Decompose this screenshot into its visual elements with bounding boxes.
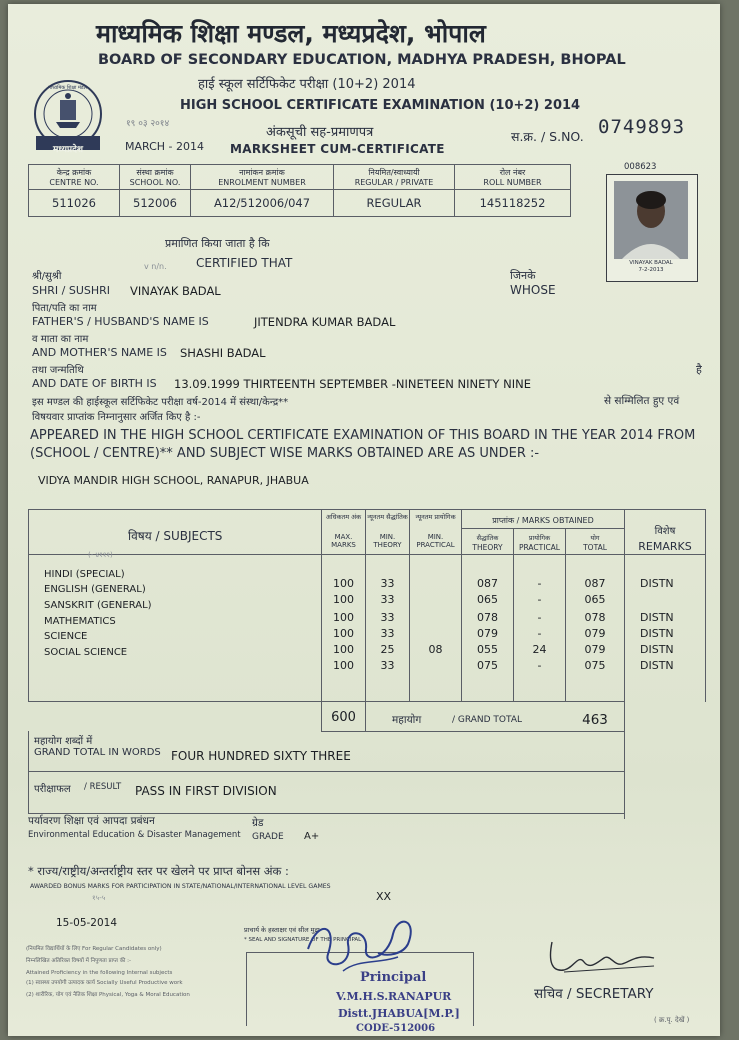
subject-remark: DISTN: [640, 659, 674, 672]
mark-theory: 087: [477, 577, 498, 590]
subject-remark: DISTN: [640, 577, 674, 590]
father-name: JITENDRA KUMAR BADAL: [254, 315, 396, 329]
enrolment-header: ENROLMENT NUMBER: [218, 178, 306, 187]
mark-min-th: 33: [380, 577, 395, 590]
grand-total-words: FOUR HUNDRED SIXTY THREE: [171, 749, 351, 763]
mother-label-hindi: व माता का नाम: [32, 334, 89, 345]
max-header: MAX. MARKS: [331, 533, 356, 549]
stamp-district: Distt.JHABUA[M.P.]: [338, 1007, 460, 1020]
hai-hindi: है: [696, 363, 702, 376]
seal-label-hindi: प्राचार्य के हस्ताक्षर एवं सील मुद्रा: [244, 926, 320, 934]
subject-name: MATHEMATICS: [44, 616, 116, 627]
marksheet-title-english: MARKSHEET CUM-CERTIFICATE: [230, 142, 445, 156]
grade-label-hindi: ग्रेड: [252, 817, 264, 829]
student-photo-icon: [614, 181, 688, 259]
fine-print-1: (नियमित विद्यार्थियों के लिए For Regular Candidates only): [26, 946, 162, 952]
certify-english: CERTIFIED THAT: [196, 256, 293, 270]
theory-header: THEORY: [472, 543, 503, 552]
mark-practical: -: [537, 627, 542, 640]
min-theory-header: MIN. THEORY: [373, 533, 402, 549]
mark-practical: -: [537, 659, 542, 672]
corner-note: ( क्र.पृ. देखें ): [654, 1016, 690, 1024]
mother-name: SHASHI BADAL: [180, 346, 266, 360]
school-number: 512006: [120, 190, 191, 217]
bonus-label: AWARDED BONUS MARKS FOR PARTICIPATION IN STATE/NATIONAL/INTERNATIONAL LEVEL GAMES: [30, 883, 331, 890]
mark-practical: -: [537, 593, 542, 606]
mark-total: 079: [584, 643, 606, 656]
total-header-hindi: योग: [590, 534, 600, 542]
fine-print-3: Attained Proficiency in the following Internal subjects: [26, 970, 173, 976]
board-title-hindi: माध्यमिक शिक्षा मण्डल, मध्यप्रदेश, भोपाल: [96, 19, 486, 48]
stamp-principal: Principal: [360, 970, 427, 985]
father-label-hindi: पिता/पति का नाम: [32, 303, 97, 314]
mark-min-th: 33: [380, 611, 395, 624]
roll-number: 145118252: [455, 190, 571, 217]
seal-label: * SEAL AND SIGNATURE OF THE PRINCIPAL: [244, 937, 362, 943]
min-practical-header-hindi: न्यूनतम प्रायोगिक: [415, 513, 456, 521]
marksheet-document: [8, 4, 720, 1036]
exam-month: MARCH - 2014: [125, 140, 205, 153]
min-theory-header-hindi: न्यूनतम सैद्धांतिक: [367, 513, 408, 521]
certify-scribble: v n/n.: [144, 262, 167, 271]
father-label: FATHER'S / HUSBAND'S NAME IS: [32, 315, 209, 328]
enrolment-header-hindi: नामांकन क्रमांक: [239, 168, 285, 177]
grand-total-value: 463: [582, 712, 608, 728]
fine-print-4: (1) स्वास्थ्य उपयोगी उत्पादक कार्य Socially Useful Productive work: [26, 980, 183, 986]
certify-hindi: प्रमाणित किया जाता है कि: [165, 237, 270, 250]
date-of-birth: 13.09.1999 THIRTEENTH SEPTEMBER -NINETEEN NINETY NINE: [174, 377, 531, 391]
max-header-hindi: अधिकतम अंक: [325, 513, 362, 521]
mark-min-th: 33: [380, 593, 395, 606]
mark-practical: -: [537, 611, 542, 624]
total-header: TOTAL: [583, 543, 607, 552]
whose-english: WHOSE: [510, 283, 556, 297]
words-label-hindi: महायोग शब्दों में: [34, 736, 93, 747]
mark-max: 100: [333, 627, 354, 640]
subject-name: SOCIAL SCIENCE: [44, 647, 128, 658]
identity-table: [28, 164, 571, 217]
principal-signature-icon: [298, 909, 428, 979]
school-name: VIDYA MANDIR HIGH SCHOOL, RANAPUR, JHABUA: [38, 474, 309, 487]
exam-title-hindi: हाई स्कूल सर्टिफिकेट परीक्षा (10+2) 2014: [198, 77, 416, 92]
subject-name: ENGLISH (GENERAL): [44, 584, 146, 595]
mark-min-th: 33: [380, 627, 395, 640]
stamp-school: V.M.H.S.RANAPUR: [336, 990, 452, 1003]
mark-total: 087: [584, 577, 606, 590]
subject-name: SANSKRIT (GENERAL): [44, 600, 152, 611]
mark-max: 100: [333, 611, 354, 624]
bonus-label-hindi: * राज्य/राष्ट्रीय/अन्तर्राष्ट्रीय स्तर पर खेलने पर प्राप्त बोनस अंक :: [28, 864, 289, 878]
dob-label: AND DATE OF BIRTH IS: [32, 377, 157, 390]
grade-label: GRADE: [252, 832, 284, 842]
roll-header: ROLL NUMBER: [483, 178, 542, 187]
env-label-hindi: पर्यावरण शिक्षा एवं आपदा प्रबंधन: [28, 815, 155, 827]
name-label: SHRI / SUSHRI: [32, 284, 111, 297]
subject-remark: DISTN: [640, 643, 674, 656]
statement-english-2: (SCHOOL / CENTRE)** AND SUBJECT WISE MARKS OBTAINED ARE AS UNDER :-: [30, 446, 540, 461]
mark-total: 065: [584, 593, 606, 606]
serial-number: 0749893: [598, 116, 686, 138]
fine-print-5: (2) शारीरिक, योग एवं नैतिक शिक्षा Physical, Yoga & Moral Education: [26, 992, 190, 998]
mark-max: 100: [333, 593, 354, 606]
roll-header-hindi: रोल नंबर: [499, 168, 526, 177]
mark-min-th: 33: [380, 659, 395, 672]
max-marks-total: 600: [331, 710, 356, 725]
mark-practical: -: [537, 577, 542, 590]
photo-number: 008623: [624, 162, 657, 172]
grade-value: A+: [304, 831, 320, 842]
grand-total-label: / GRAND TOTAL: [452, 715, 522, 725]
mark-practical: 24: [532, 643, 547, 656]
mark-theory: 075: [477, 659, 498, 672]
centre-header-hindi: केन्द्र क्रमांक: [56, 168, 92, 177]
school-header: SCHOOL NO.: [129, 178, 181, 187]
exam-title-english: HIGH SCHOOL CERTIFICATE EXAMINATION (10+2) 2014: [180, 98, 581, 113]
mark-total: 078: [584, 611, 606, 624]
subject-name: SCIENCE: [44, 631, 88, 642]
mark-theory: 055: [477, 643, 498, 656]
mother-label: AND MOTHER'S NAME IS: [32, 346, 167, 359]
mark-max: 100: [333, 659, 354, 672]
marksheet-title-hindi: अंकसूची सह-प्रमाणपत्र: [266, 125, 374, 140]
seal-banner: मध्यप्रदेश: [52, 145, 83, 155]
handwritten-date: १९ ०३ २०१४: [126, 119, 170, 129]
remarks-header-hindi: विशेष: [654, 526, 676, 537]
subject-name: HINDI (SPECIAL): [44, 569, 125, 580]
regular-header-hindi: नियमित/स्वाध्यायी: [368, 168, 420, 177]
subject-remark: DISTN: [640, 611, 674, 624]
mark-max: 100: [333, 643, 354, 656]
subject-remark: DISTN: [640, 627, 674, 640]
marks-table: [28, 509, 706, 731]
name-label-hindi: श्री/सुश्री: [32, 271, 62, 282]
mark-max: 100: [333, 577, 354, 590]
secretary-label: सचिव / SECRETARY: [534, 986, 654, 1002]
photo-caption-date: 7-2-2013: [638, 267, 664, 273]
bonus-scribble: १५-५: [92, 894, 106, 902]
result-value: PASS IN FIRST DIVISION: [135, 784, 277, 798]
student-name: VINAYAK BADAL: [130, 284, 221, 298]
theory-header-hindi: सैद्धांतिक: [476, 534, 499, 542]
fine-print-2: निम्नलिखित अतिरिक्त विषयों में निपुणता प्राप्त की :-: [26, 958, 131, 964]
words-label: GRAND TOTAL IN WORDS: [34, 747, 161, 758]
enrolment-number: A12/512006/047: [191, 190, 334, 217]
statement-hindi-2: विषयवार प्राप्तांक निम्नानुसार अर्जित किए है :-: [32, 412, 201, 423]
photo-caption: VINAYAK BADAL: [629, 260, 673, 266]
centre-number: 511026: [29, 190, 120, 217]
whose-hindi: जिनके: [510, 269, 536, 282]
mark-theory: 079: [477, 627, 498, 640]
school-header-hindi: संस्था क्रमांक: [136, 168, 174, 177]
board-title-english: BOARD OF SECONDARY EDUCATION, MADHYA PRADESH, BHOPAL: [98, 52, 626, 68]
serial-number-label: स.क्र. / S.NO.: [511, 129, 584, 144]
statement-hindi-1: इस मण्डल की हाईस्कूल सर्टिफिकेट परीक्षा वर्ष-2014 में संस्था/केन्द्र**: [32, 397, 289, 408]
secretary-signature-icon: [544, 932, 664, 980]
regular-private: REGULAR: [334, 190, 455, 217]
mark-theory: 065: [477, 593, 498, 606]
min-practical-header: MIN. PRACTICAL: [416, 533, 455, 549]
mark-min-pr: 08: [428, 643, 443, 656]
mark-total: 075: [584, 659, 606, 672]
subjects-scribble: (- ४१११): [88, 551, 113, 559]
practical-header-hindi: प्रायोगिक: [528, 534, 551, 542]
grand-total-label-hindi: महायोग: [392, 714, 422, 726]
mark-min-th: 25: [380, 643, 395, 656]
env-label: Environmental Education & Disaster Management: [28, 830, 241, 840]
remarks-header: REMARKS: [638, 540, 692, 553]
dob-label-hindi: तथा जन्मतिथि: [32, 365, 84, 376]
regular-header: REGULAR / PRIVATE: [354, 178, 434, 187]
result-label-hindi: परीक्षाफल: [34, 784, 71, 795]
subjects-header: विषय / SUBJECTS: [128, 529, 223, 543]
mark-total: 079: [584, 627, 606, 640]
seal-ring-text: माध्यमिक शिक्षा मंडल: [48, 85, 87, 91]
centre-header: CENTRE NO.: [49, 178, 99, 187]
statement-english-1: APPEARED IN THE HIGH SCHOOL CERTIFICATE EXAMINATION OF THIS BOARD IN THE YEAR 2014 FROM: [30, 428, 696, 443]
result-label: / RESULT: [84, 782, 122, 792]
marks-obtained-header: प्राप्तांक / MARKS OBTAINED: [492, 516, 594, 525]
statement-hindi-right: से सम्मिलित हुए एवं: [604, 395, 680, 407]
practical-header: PRACTICAL: [518, 543, 560, 552]
stamp-code: CODE-512006: [356, 1023, 436, 1034]
issue-date: 15-05-2014: [56, 917, 118, 929]
bonus-value: XX: [376, 890, 392, 903]
mark-theory: 078: [477, 611, 498, 624]
